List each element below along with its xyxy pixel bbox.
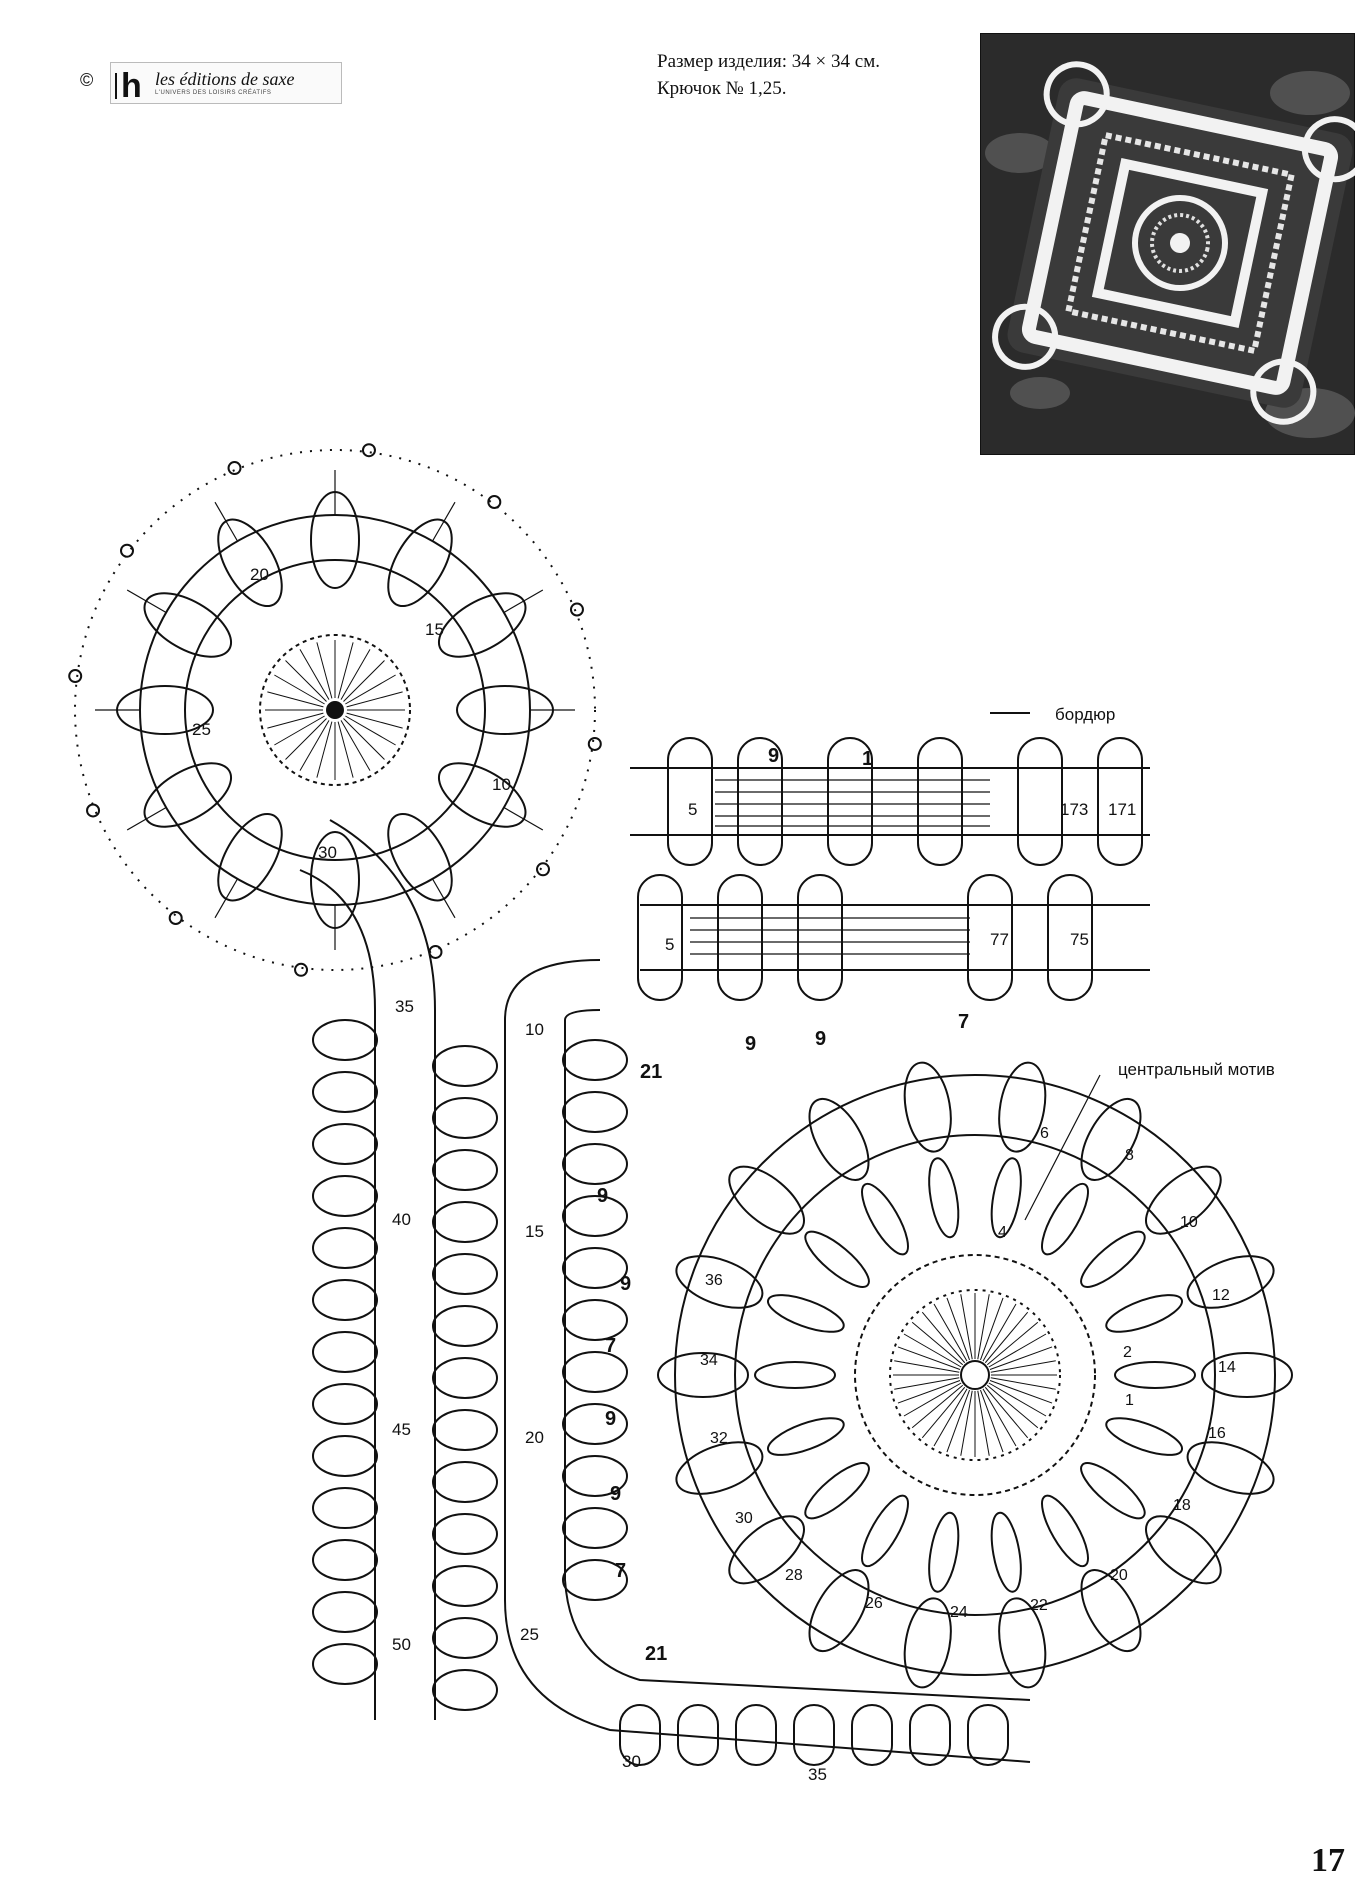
vleft-petal-left [313, 1488, 377, 1528]
central-row-1: 1 [1125, 1392, 1134, 1409]
corner-motif [69, 444, 601, 976]
vleft-petal-left [313, 1072, 377, 1112]
vleft-row-45: 45 [392, 1420, 411, 1439]
central-row-14: 14 [1218, 1359, 1236, 1376]
count-9-e: 9 [620, 1273, 632, 1295]
central-spoke [980, 1298, 1003, 1360]
motif-petal [375, 804, 465, 911]
motif-spoke [286, 661, 327, 702]
vright-petal [563, 1508, 627, 1548]
count-9-d: 9 [597, 1185, 609, 1207]
central-spoke [991, 1361, 1056, 1372]
strip-a-petal [1018, 738, 1062, 865]
vleft-petal-right [433, 1150, 497, 1190]
vleft-petal-right [433, 1098, 497, 1138]
motif-row-30: 30 [318, 843, 337, 862]
count-9-f: 9 [605, 1408, 617, 1430]
central-petal [718, 1154, 815, 1246]
central-inner-petal [755, 1362, 835, 1388]
size-spec: Размер изделия: 34 × 34 см. [657, 51, 880, 72]
central-row-22: 22 [1030, 1597, 1048, 1614]
strip-b-petal [718, 875, 762, 1000]
strip-a-row-5: 5 [688, 800, 698, 819]
vleft-petal-right [433, 1254, 497, 1294]
vleft-petal-left [313, 1332, 377, 1372]
central-row-34: 34 [700, 1352, 718, 1369]
central-row-28: 28 [785, 1567, 803, 1584]
motif-picot [229, 462, 241, 474]
vright-row-10: 10 [525, 1020, 544, 1039]
bottom-petal [968, 1705, 1008, 1765]
vright-petal [563, 1404, 627, 1444]
strip-a-row-173: 173 [1060, 800, 1089, 819]
motif-petal [375, 509, 465, 616]
central-spoke [990, 1347, 1052, 1370]
central-inner-petal [1034, 1490, 1097, 1572]
central-row-6: 6 [1040, 1125, 1049, 1142]
central-inner-petal [987, 1511, 1026, 1594]
vright-row-20: 20 [525, 1428, 544, 1447]
central-spoke [980, 1390, 1003, 1452]
vleft-petal-left [313, 1644, 377, 1684]
vleft-petal-right [433, 1202, 497, 1242]
bottom-petal [852, 1705, 892, 1765]
central-petal [797, 1089, 880, 1189]
central-spoke [894, 1361, 959, 1372]
page-number: 17 [1311, 1842, 1345, 1879]
central-row-10: 10 [1180, 1214, 1198, 1231]
motif-row-25: 25 [192, 720, 211, 739]
motif-spoke [343, 718, 384, 759]
central-row-26: 26 [865, 1595, 883, 1612]
vleft-petal-right [433, 1514, 497, 1554]
motif-picot [121, 545, 133, 557]
motif-spoke [267, 713, 323, 728]
central-spoke [978, 1294, 989, 1359]
motif-row-10: 10 [492, 775, 511, 794]
vright-petal [563, 1092, 627, 1132]
strip-a-petal [918, 738, 962, 865]
crochet-diagram [0, 380, 1357, 1880]
central-spoke [898, 1347, 960, 1370]
central-spoke [961, 1391, 972, 1456]
vleft-petal-left [313, 1540, 377, 1580]
count-9-b: 9 [745, 1033, 757, 1055]
publisher-name: les éditions de saxe [155, 69, 295, 89]
central-row-16: 16 [1208, 1425, 1226, 1442]
motif-petal [205, 804, 295, 911]
motif-picot [69, 670, 81, 682]
central-row-32: 32 [710, 1430, 728, 1447]
vleft-petal-right [433, 1618, 497, 1658]
vleft-petal-left [313, 1176, 377, 1216]
motif-petal [429, 580, 536, 670]
central-row-30: 30 [735, 1510, 753, 1527]
count-7-b: 7 [605, 1335, 617, 1357]
vleft-petal-left [313, 1020, 377, 1060]
count-9-g: 9 [610, 1483, 622, 1505]
bottom-row-35: 35 [808, 1765, 827, 1784]
motif-picot [537, 863, 549, 875]
vleft-petal-right [433, 1670, 497, 1710]
motif-petal [429, 750, 536, 840]
strip-b-petal [638, 875, 682, 1000]
bottom-petal [736, 1705, 776, 1765]
vleft-petal-left [313, 1384, 377, 1424]
motif-petal [134, 580, 241, 670]
central-inner-petal [1074, 1455, 1152, 1526]
vleft-petal-right [433, 1306, 497, 1346]
publisher-h-icon: h [121, 67, 142, 105]
count-7-c: 7 [615, 1560, 627, 1582]
vleft-petal-right [433, 1566, 497, 1606]
central-inner-petal [1034, 1178, 1097, 1260]
border-label: бордюр [1055, 705, 1116, 724]
strip-a-row-171: 171 [1108, 800, 1137, 819]
central-row-12: 12 [1212, 1287, 1230, 1304]
vright-petal [563, 1040, 627, 1080]
motif-picot [571, 604, 583, 616]
motif-spoke [286, 718, 327, 759]
central-spoke [894, 1378, 959, 1389]
motif-picot [589, 738, 601, 750]
motif-spoke [347, 692, 403, 707]
motif-spoke [343, 661, 384, 702]
count-21-b: 21 [645, 1643, 668, 1665]
central-inner-petal [1115, 1362, 1195, 1388]
central-petal [1135, 1504, 1232, 1596]
central-motif-label: центральный мотив [1118, 1060, 1275, 1079]
motif-picot [170, 912, 182, 924]
central-row-8: 8 [1125, 1147, 1134, 1164]
central-row-2: 2 [1123, 1344, 1132, 1361]
motif-spoke [317, 722, 332, 778]
central-inner-petal [798, 1455, 876, 1526]
bottom-row-30: 30 [622, 1752, 641, 1771]
central-inner-petal [854, 1178, 917, 1260]
vertical-strip-left [300, 820, 497, 1720]
motif-spoke [347, 713, 403, 728]
vleft-petal-left [313, 1280, 377, 1320]
central-spoke [947, 1390, 970, 1452]
central-inner-petal [764, 1288, 848, 1340]
strip-b-row-77: 77 [990, 930, 1009, 949]
bottom-petal [794, 1705, 834, 1765]
count-1: 1 [862, 748, 874, 770]
vleft-petal-right [433, 1462, 497, 1502]
publisher-tagline: L'UNIVERS DES LOISIRS CRÉATIFS [155, 90, 272, 96]
vright-petal [563, 1352, 627, 1392]
project-specs [657, 48, 880, 102]
vright-petal [563, 1300, 627, 1340]
central-motif [658, 1059, 1292, 1691]
central-spoke [898, 1380, 960, 1403]
central-row-20: 20 [1110, 1567, 1128, 1584]
motif-spoke [338, 722, 353, 778]
motif-petal [205, 509, 295, 616]
vleft-petal-right [433, 1046, 497, 1086]
vleft-petal-left [313, 1124, 377, 1164]
central-petal [1135, 1154, 1232, 1246]
central-inner-petal [1074, 1224, 1152, 1295]
motif-spoke [267, 692, 323, 707]
vright-petal [563, 1196, 627, 1236]
strip-b-petal [798, 875, 842, 1000]
central-inner-petal [1102, 1411, 1186, 1463]
publisher-logo [110, 62, 342, 104]
central-petal [1069, 1089, 1152, 1189]
central-inner-petal [1102, 1288, 1186, 1340]
vright-petal [563, 1248, 627, 1288]
motif-picot [87, 804, 99, 816]
central-inner-petal [798, 1224, 876, 1295]
motif-petal [134, 750, 241, 840]
central-inner-petal [764, 1411, 848, 1463]
vleft-row-50: 50 [392, 1635, 411, 1654]
count-9-c: 9 [815, 1028, 827, 1050]
motif-picot [295, 964, 307, 976]
central-spoke [991, 1378, 1056, 1389]
vright-petal [563, 1144, 627, 1184]
vleft-petal-left [313, 1228, 377, 1268]
copyright-symbol: © [80, 70, 94, 90]
vleft-petal-left [313, 1436, 377, 1476]
vleft-row-35: 35 [395, 997, 414, 1016]
motif-spoke [317, 642, 332, 698]
central-spoke [990, 1380, 1052, 1403]
central-inner-petal [854, 1490, 917, 1572]
motif-spoke [338, 642, 353, 698]
central-spoke [978, 1391, 989, 1456]
motif-picot [363, 444, 375, 456]
vright-row-15: 15 [525, 1222, 544, 1241]
central-inner-petal [924, 1511, 963, 1594]
central-row-36: 36 [705, 1272, 723, 1289]
central-petal [898, 1595, 957, 1691]
count-9-a: 9 [768, 745, 780, 767]
vertical-strip-right [505, 960, 1030, 1765]
strip-b-row-75: 75 [1070, 930, 1089, 949]
vleft-petal-left [313, 1592, 377, 1632]
central-petal [898, 1059, 957, 1155]
motif-row-15: 15 [425, 620, 444, 639]
count-21-a: 21 [640, 1061, 663, 1083]
strip-b-row-5: 5 [665, 935, 675, 954]
central-spoke [947, 1298, 970, 1360]
central-inner-petal [924, 1156, 963, 1239]
vleft-row-40: 40 [392, 1210, 411, 1229]
central-row-4: 4 [998, 1224, 1007, 1241]
vright-row-25: 25 [520, 1625, 539, 1644]
central-spoke [961, 1294, 972, 1359]
vleft-petal-right [433, 1358, 497, 1398]
count-7-a: 7 [958, 1011, 970, 1033]
motif-row-20: 20 [250, 565, 269, 584]
central-row-18: 18 [1173, 1497, 1191, 1514]
central-row-24: 24 [950, 1604, 968, 1621]
vleft-petal-right [433, 1410, 497, 1450]
hook-spec: Крючок № 1,25. [657, 78, 787, 99]
